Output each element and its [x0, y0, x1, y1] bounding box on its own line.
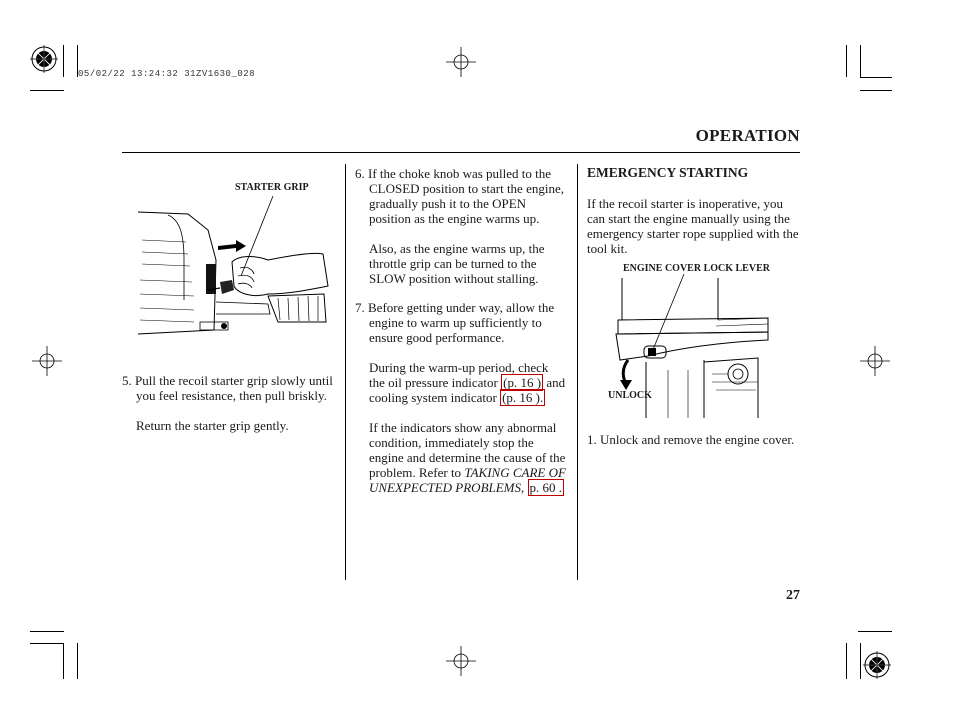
registration-target-icon: [30, 45, 58, 73]
section-heading: EMERGENCY STARTING: [587, 165, 749, 180]
registration-target-icon: [863, 651, 891, 679]
step-5: [122, 373, 336, 433]
step-note: Return the starter grip gently.: [136, 418, 289, 433]
warm-up-paragraph: [355, 360, 567, 405]
cross-reference-title: TAKING CARE OF UNEXPECTED PROBLEMS: [369, 465, 566, 495]
step-number: 1.: [587, 432, 597, 447]
step-7: [355, 300, 567, 345]
step-6: [355, 166, 567, 226]
starter-grip-illustration: [128, 190, 338, 350]
figure-label-starter-grip: STARTER GRIP: [235, 182, 309, 193]
step-number: 5.: [122, 373, 132, 388]
column-divider: [577, 164, 578, 580]
paragraph-text: ,: [521, 480, 525, 495]
page-link-p60[interactable]: p. 60 .: [529, 480, 563, 495]
step-1: [587, 432, 801, 447]
page-link-p16[interactable]: (p. 16 ).: [502, 390, 544, 405]
crosshair-icon: [32, 346, 62, 376]
paragraph-text: If the indicators show any abnormal condition, immediately stop the engine and determine the cause of the problem. Refer to: [369, 420, 566, 480]
paragraph-text: During the warm-up period, check the oil pressure indicator: [369, 360, 549, 390]
page-number: 27: [786, 588, 800, 603]
page-link-p16[interactable]: (p. 16 ): [503, 375, 542, 390]
abnormal-paragraph: [355, 420, 567, 495]
step-text: Before getting under way, allow the engine to warm up sufficiently to ensure good performance.: [368, 300, 555, 345]
crosshair-icon: [860, 346, 890, 376]
step-text: Pull the recoil starter grip slowly until you feel resistance, then pull briskly.: [135, 373, 333, 403]
step-text: Unlock and remove the engine cover.: [600, 432, 795, 447]
paragraph-text: and cooling system indicator: [369, 375, 566, 405]
step-text: If the choke knob was pulled to the CLOSED position to start the engine, gradually push it to the OPEN position as the engine warms up.: [368, 166, 564, 226]
title-rule: [122, 152, 800, 153]
step-number: 6.: [355, 166, 365, 181]
step-note: Also, as the engine warms up, the throttle grip can be turned to the SLOW position without stalling.: [369, 241, 545, 286]
figure-label-engine-cover-lock-lever: ENGINE COVER LOCK LEVER: [623, 263, 770, 274]
column-divider: [345, 164, 346, 580]
figure-label-unlock: UNLOCK: [608, 390, 652, 401]
crosshair-icon: [446, 47, 476, 77]
step-number: 7.: [355, 300, 365, 315]
print-stamp: 05/02/22 13:24:32 31ZV1630_028: [78, 69, 256, 79]
crosshair-icon: [446, 646, 476, 676]
intro-paragraph: If the recoil starter is inoperative, you can start the engine manually using the emergency starter rope supplied with the tool kit.: [587, 196, 799, 256]
steps-6-7: [355, 166, 567, 495]
page-title: OPERATION: [695, 126, 800, 145]
